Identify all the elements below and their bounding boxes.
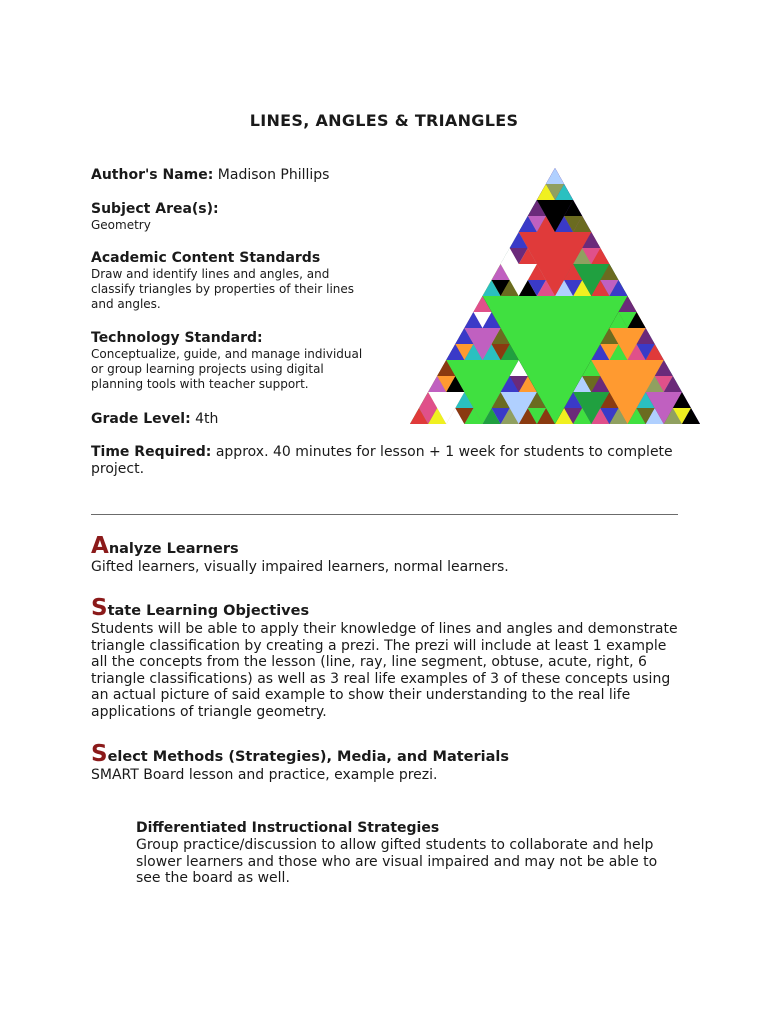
grade-label: Grade Level: <box>91 411 191 427</box>
section-divider <box>91 514 678 515</box>
heading-text: tate Learning Objectives <box>107 603 310 619</box>
content-standards-line: classify triangles by properties of their lines <box>91 282 355 296</box>
differentiated-line: slower learners and those who are visual impaired and may not be able to <box>136 853 658 870</box>
heading-text: elect Methods (Strategies), Media, and Materials <box>107 749 510 765</box>
differentiated-heading: Differentiated Instructional Strategies <box>136 820 440 836</box>
drop-cap: A <box>91 533 109 559</box>
content-standards-field <box>91 249 381 312</box>
heading-text: nalyze Learners <box>108 541 239 557</box>
pyramid-triangle <box>546 168 564 184</box>
technology-standard-label: Technology Standard: <box>91 330 263 346</box>
content-standards-label: Academic Content Standards <box>91 250 321 266</box>
analyze-section <box>91 533 681 576</box>
time-value-line1: approx. 40 minutes for lesson + 1 week for students to complete <box>215 444 673 460</box>
subject-field <box>91 200 381 233</box>
objectives-line: triangle classifications) as well as 3 real life examples of 3 of these concepts using <box>91 670 671 687</box>
differentiated-line: see the board as well. <box>136 870 290 886</box>
differentiated-section <box>136 820 676 887</box>
objectives-section <box>91 595 681 720</box>
author-field <box>91 166 381 184</box>
author-label: Author's Name: <box>91 167 214 183</box>
technology-standard-line: planning tools with teacher support. <box>91 377 309 391</box>
methods-line: SMART Board lesson and practice, example prezi. <box>91 767 438 783</box>
drop-cap: S <box>91 741 108 767</box>
grade-value: 4th <box>195 411 219 427</box>
objectives-line: triangle classification by creating a prezi. The prezi will include at least 1 example <box>91 637 667 654</box>
subject-label: Subject Area(s): <box>91 201 219 217</box>
methods-section <box>91 741 681 784</box>
grade-field <box>91 410 381 428</box>
time-required-field <box>91 444 681 478</box>
content-standards-line: and angles. <box>91 297 161 311</box>
analyze-line: Gifted learners, visually impaired learners, normal learners. <box>91 559 509 575</box>
objectives-line: applications of triangle geometry. <box>91 703 327 720</box>
technology-standard-line: or group learning projects using digital <box>91 362 324 376</box>
analyze-heading <box>91 533 681 559</box>
document-title: LINES, ANGLES & TRIANGLES <box>249 111 519 130</box>
time-label: Time Required: <box>91 444 212 460</box>
drop-cap: S <box>91 595 108 621</box>
objectives-line: Students will be able to apply their knowledge of lines and angles and demonstrate <box>91 621 678 637</box>
differentiated-line: Group practice/discussion to allow gifted students to collaborate and help <box>136 837 654 853</box>
objectives-line: all the concepts from the lesson (line, ray, line segment, obtuse, acute, right, 6 <box>91 654 647 670</box>
content-standards-line: Draw and identify lines and angles, and <box>91 267 330 281</box>
time-value-line2: project. <box>91 461 145 477</box>
sierpinski-pyramid-image <box>395 160 715 430</box>
subject-value: Geometry <box>91 218 151 232</box>
objectives-heading <box>91 595 681 621</box>
objectives-line: an actual picture of said example to show their understanding to the real life <box>91 687 631 703</box>
methods-heading <box>91 741 681 767</box>
technology-standard-field <box>91 329 381 392</box>
technology-standard-line: Conceptualize, guide, and manage individual <box>91 347 363 361</box>
author-value: Madison Phillips <box>217 167 330 183</box>
